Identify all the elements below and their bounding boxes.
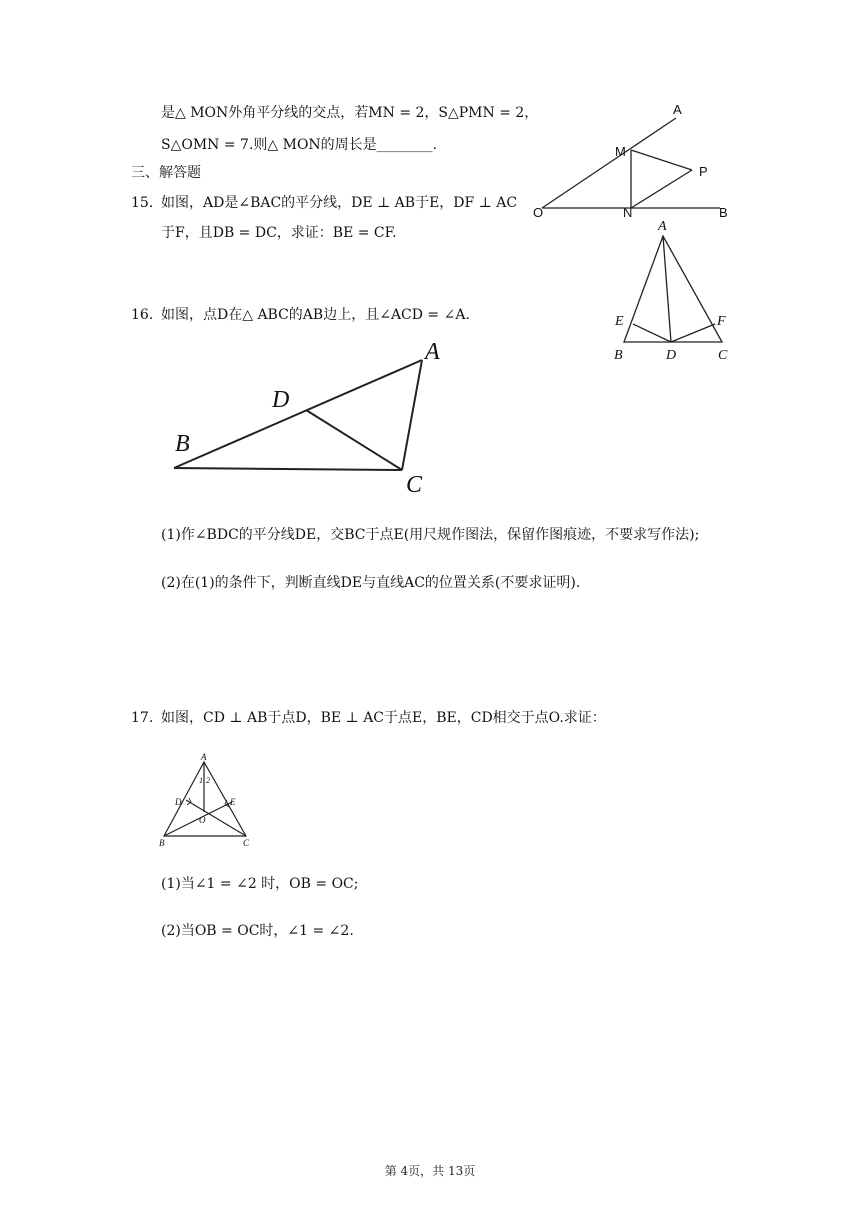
q14-line1: 是△ MON外角平分线的交点，若MN = 2，S△PMN = 2， xyxy=(161,105,539,121)
q16-part2: (2)在(1)的条件下，判断直线DE与直线AC的位置关系(不要求证明). xyxy=(161,575,581,591)
fig16-label-d: D xyxy=(272,387,290,413)
fig17-label-2: 2 xyxy=(206,776,210,785)
q15-line2: 于F，且DB = DC，求证：BE = CF. xyxy=(161,225,397,241)
fig14-ray-oa xyxy=(542,118,676,208)
fig17-label-1: 1 xyxy=(199,776,203,785)
figure-q16 xyxy=(160,335,450,505)
fig14-label-a: A xyxy=(673,102,682,117)
fig16-side-ab xyxy=(174,360,422,468)
section-title: 三、解答题 xyxy=(131,165,201,181)
fig17-segment-cd xyxy=(186,800,246,836)
fig14-label-b: B xyxy=(719,205,728,220)
fig15-label-d: D xyxy=(666,348,677,363)
fig15-label-b: B xyxy=(614,348,623,363)
fig14-label-n: N xyxy=(623,205,633,220)
page-footer: 第 4页，共 13页 xyxy=(384,1164,476,1178)
fig15-label-e: E xyxy=(615,314,624,329)
fig14-label-m: M xyxy=(615,144,626,159)
fig14-label-p: P xyxy=(699,164,708,179)
fig16-side-ac xyxy=(402,360,422,470)
fig17-label-d: D xyxy=(175,797,182,807)
q17-number: 17. xyxy=(131,710,154,726)
figure-q14 xyxy=(530,100,750,225)
fig14-segment-mp xyxy=(631,150,692,170)
q16-number: 16. xyxy=(131,307,154,323)
q14-line2: S△OMN = 7.则△ MON的周长是________. xyxy=(161,137,438,153)
fig14-segment-np xyxy=(631,170,692,208)
fig16-label-a: A xyxy=(425,339,440,365)
figure-q17 xyxy=(156,750,256,850)
fig16-segment-dc xyxy=(306,410,402,470)
q15-number: 15. xyxy=(131,195,154,211)
fig17-label-e: E xyxy=(230,797,236,807)
fig15-segment-de xyxy=(633,324,671,342)
fig17-label-a: A xyxy=(201,752,207,762)
q15-line1: 如图，AD是∠BAC的平分线，DE ⊥ AB于E，DF ⊥ AC xyxy=(161,195,518,211)
figure-q15 xyxy=(608,218,748,363)
fig16-side-bc xyxy=(174,468,402,470)
fig16-label-c: C xyxy=(406,472,423,498)
fig17-label-c: C xyxy=(243,838,250,848)
q17-text: 如图，CD ⊥ AB于点D，BE ⊥ AC于点E，BE，CD相交于点O.求证： xyxy=(161,710,606,726)
fig15-label-a: A xyxy=(658,219,667,234)
fig16-label-b: B xyxy=(175,431,190,457)
q17-part1: (1)当∠1 = ∠2 时，OB = OC; xyxy=(161,876,359,892)
q16-part1: (1)作∠BDC的平分线DE，交BC于点E(用尺规作图法，保留作图痕迹，不要求写作法); xyxy=(161,527,700,543)
fig17-label-o: O xyxy=(199,815,206,825)
q16-text: 如图，点D在△ ABC的AB边上，且∠ACD = ∠A. xyxy=(161,307,470,323)
fig14-label-o: O xyxy=(533,205,544,220)
fig15-segment-ad xyxy=(663,236,671,342)
q17-part2: (2)当OB = OC时，∠1 = ∠2. xyxy=(161,923,354,939)
fig15-segment-df xyxy=(671,324,715,342)
fig15-label-c: C xyxy=(718,348,728,363)
fig15-label-f: F xyxy=(717,314,726,329)
fig17-label-b: B xyxy=(159,838,165,848)
